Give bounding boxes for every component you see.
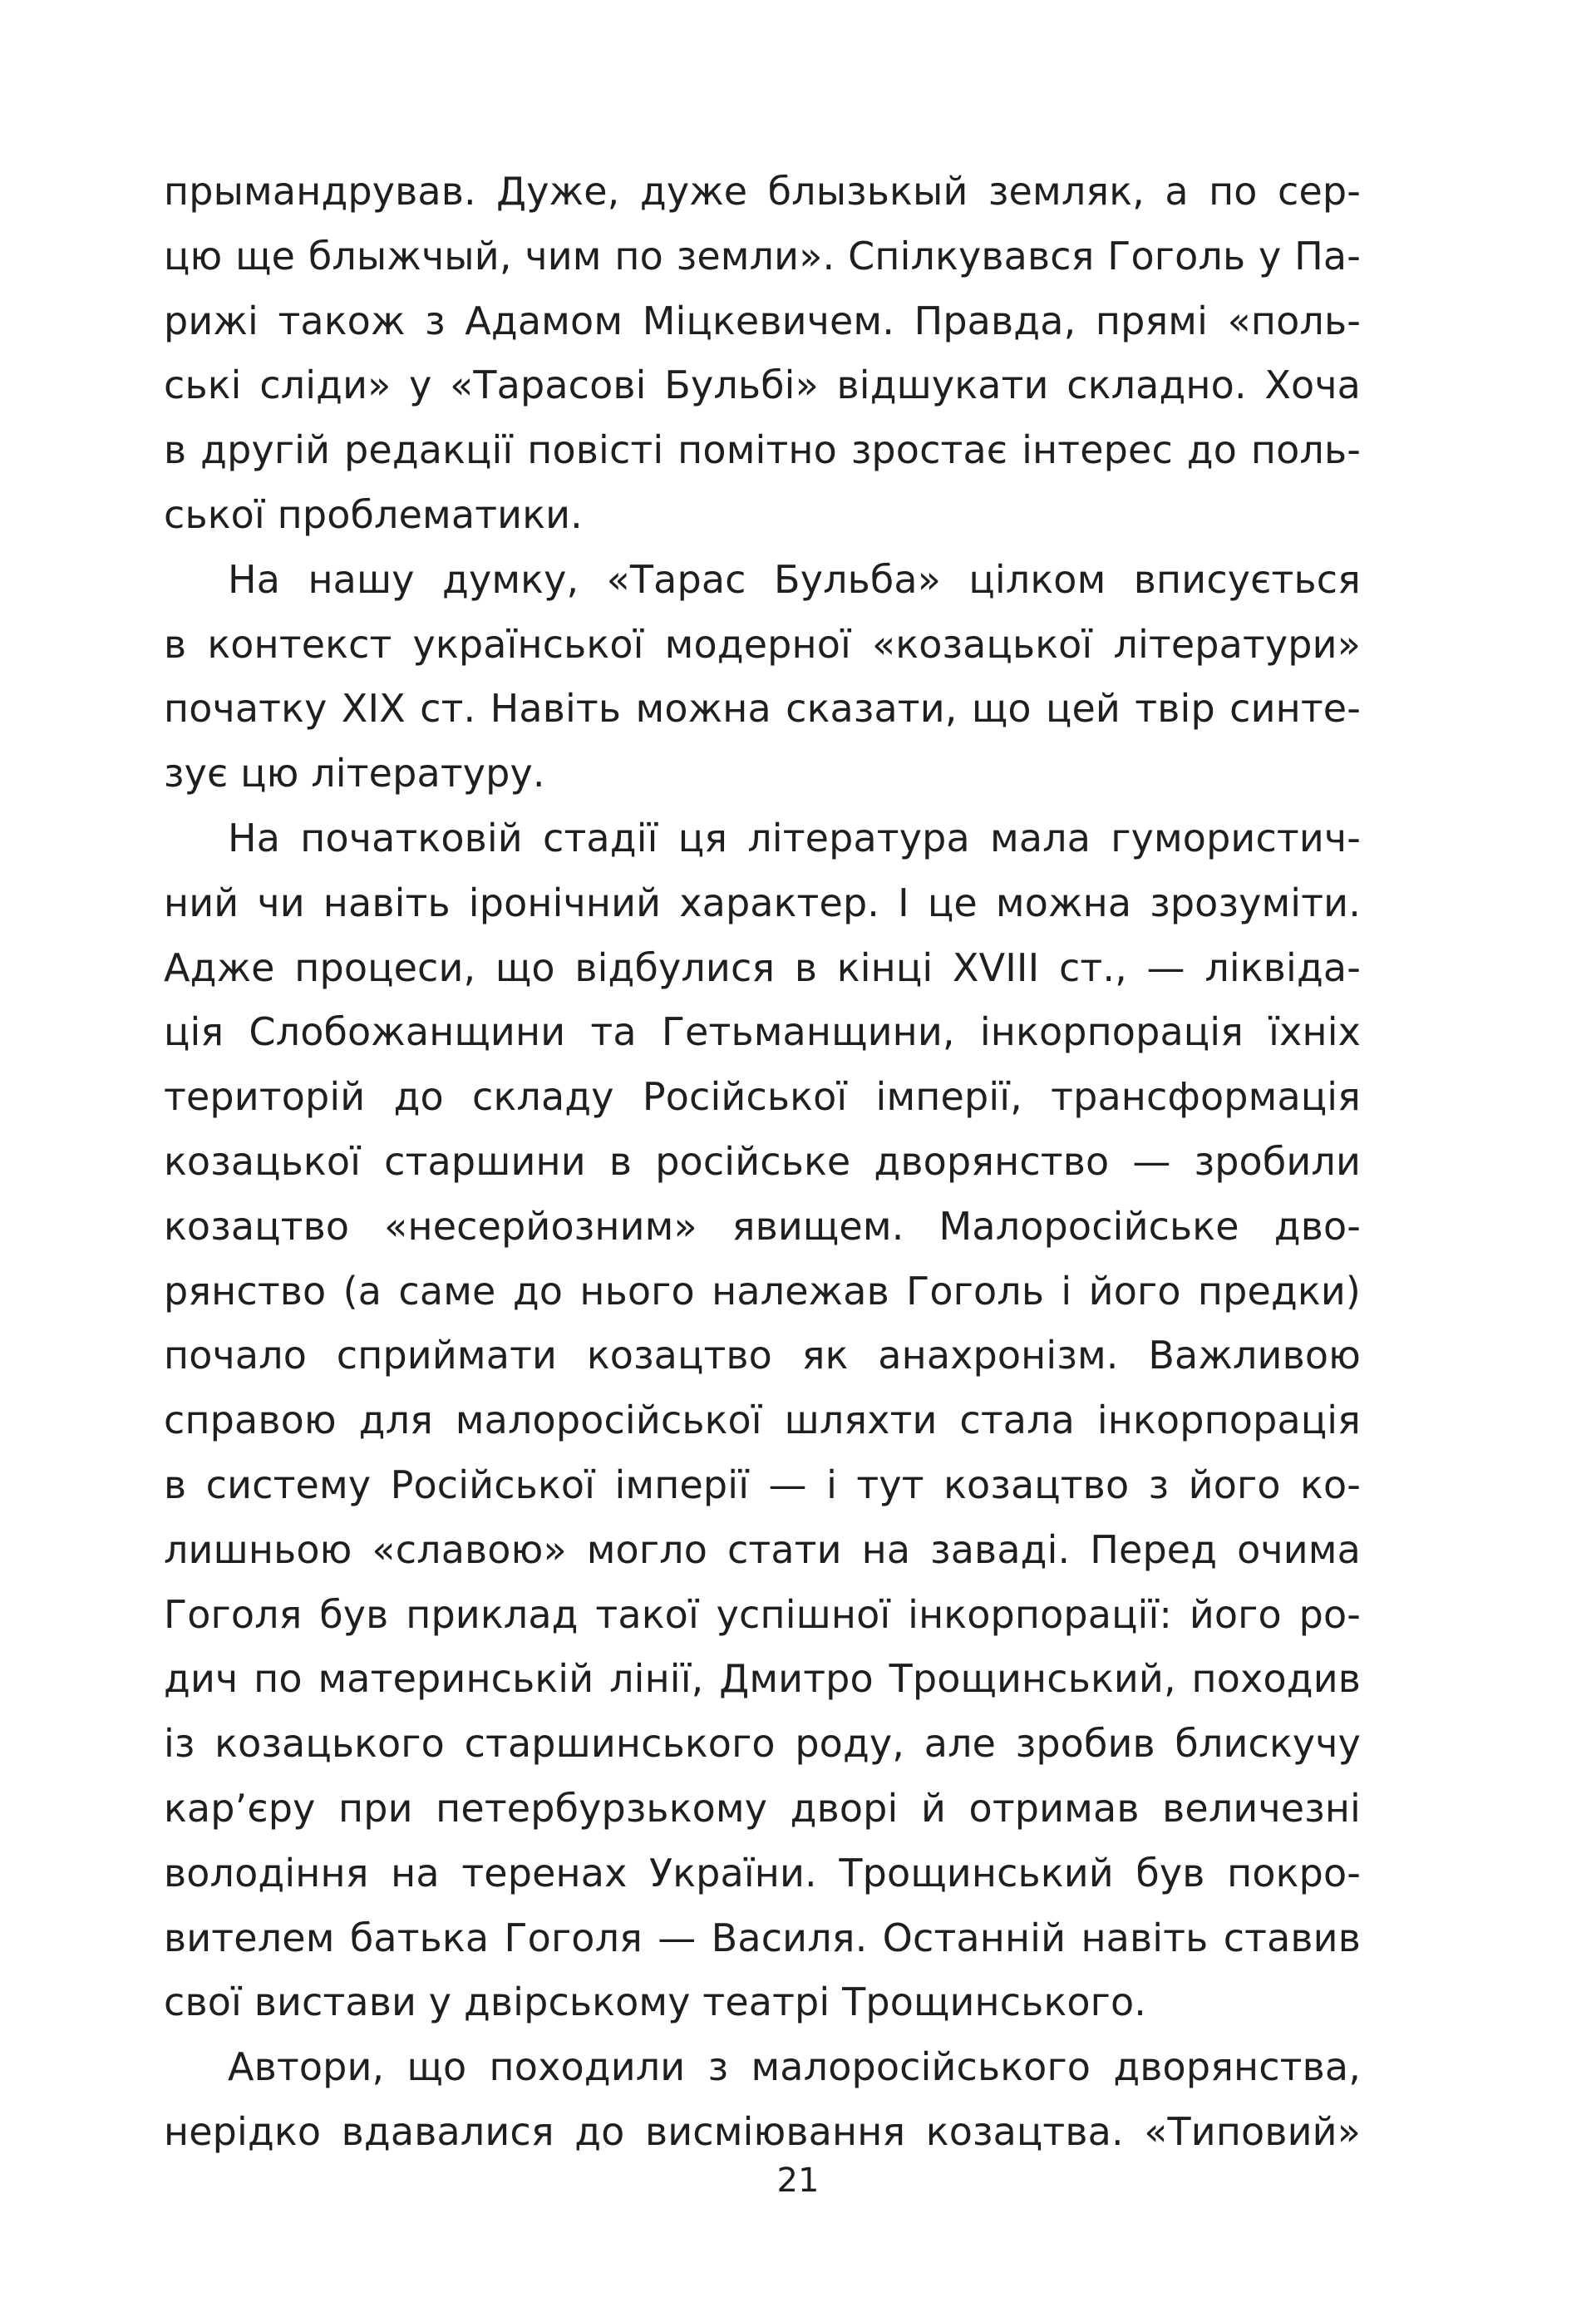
text-line: лишньою «славою» могло стати на заваді. Перед очима [164, 1526, 1361, 1572]
text-line: козацької старшини в російське дворянство — зробили [164, 1138, 1361, 1184]
text-line: зує цю літературу. [164, 751, 545, 796]
text-line: козацтво «несерйозним» явищем. Малоросійське дво- [164, 1203, 1361, 1249]
text-line: вителем батька Гоголя — Василя. Останній навіть ставив [164, 1915, 1361, 1960]
text-line: ний чи навіть іронічний характер. І це можна зрозуміти. [164, 880, 1361, 925]
text-line: Гоголя був приклад такої успішної інкорпорації: його ро- [164, 1591, 1361, 1637]
text-line: справою для малоросійської шляхти стала інкорпорація [164, 1398, 1361, 1443]
text-line: нерідко вдавалися до висміювання козацтва. «Типовий» [164, 2108, 1361, 2154]
text-line: Автори, що походили з малоросійського дворянства, [228, 2044, 1361, 2090]
text-line: На нашу думку, «Тарас Бульба» цілком вписується [228, 556, 1361, 602]
text-line: цю ще блыжчый, чим по земли». Спілкувався Гоголь у Па- [164, 233, 1361, 279]
page-number: 21 [776, 2162, 820, 2200]
text-line: в систему Російської імперії — і тут козацтво з його ко- [164, 1462, 1361, 1507]
text-line: На початковій стадії ця література мала гумористич- [228, 815, 1361, 860]
text-line: почало сприймати козацтво як анахронізм. Важливою [164, 1333, 1361, 1378]
text-line: кар’єру при петербурзькому дворі й отримав величезні [164, 1785, 1361, 1831]
text-line: прымандрував. Дуже, дуже блызькый земляк, а по сер- [164, 169, 1361, 214]
text-line: ція Слобожанщини та Гетьманщини, інкорпорація їхніх [164, 1009, 1361, 1055]
body-text [164, 160, 1361, 2165]
text-line: рижі також з Адамом Міцкевичем. Правда, прямі «поль- [164, 298, 1361, 343]
text-line: Адже процеси, що відбулися в кінці XVIII ст., — ліквіда- [164, 944, 1361, 990]
text-line: в другій редакції повісті помітно зростає інтерес до поль- [164, 427, 1361, 473]
text-line: ські сліди» у «Тарасові Бульбі» відшукати складно. Хоча [164, 362, 1361, 408]
text-line: рянство (а саме до нього належав Гоголь і його предки) [164, 1268, 1361, 1314]
text-line: дич по материнській лінії, Дмитро Трощинський, походив [164, 1656, 1361, 1702]
text-line: територій до складу Російської імперії, трансформація [164, 1074, 1361, 1120]
text-line: ської проблематики. [164, 491, 583, 537]
text-line: початку XIX ст. Навіть можна сказати, що цей твір синте- [164, 686, 1361, 732]
text-line: свої вистави у двірському театрі Трощинського. [164, 1979, 1147, 2025]
text-line: із козацького старшинського роду, але зробив блискучу [164, 1721, 1361, 1767]
text-line: володіння на теренах України. Трощинський був покро- [164, 1850, 1361, 1895]
text-line: в контекст української модерної «козацької літератури» [164, 621, 1361, 667]
